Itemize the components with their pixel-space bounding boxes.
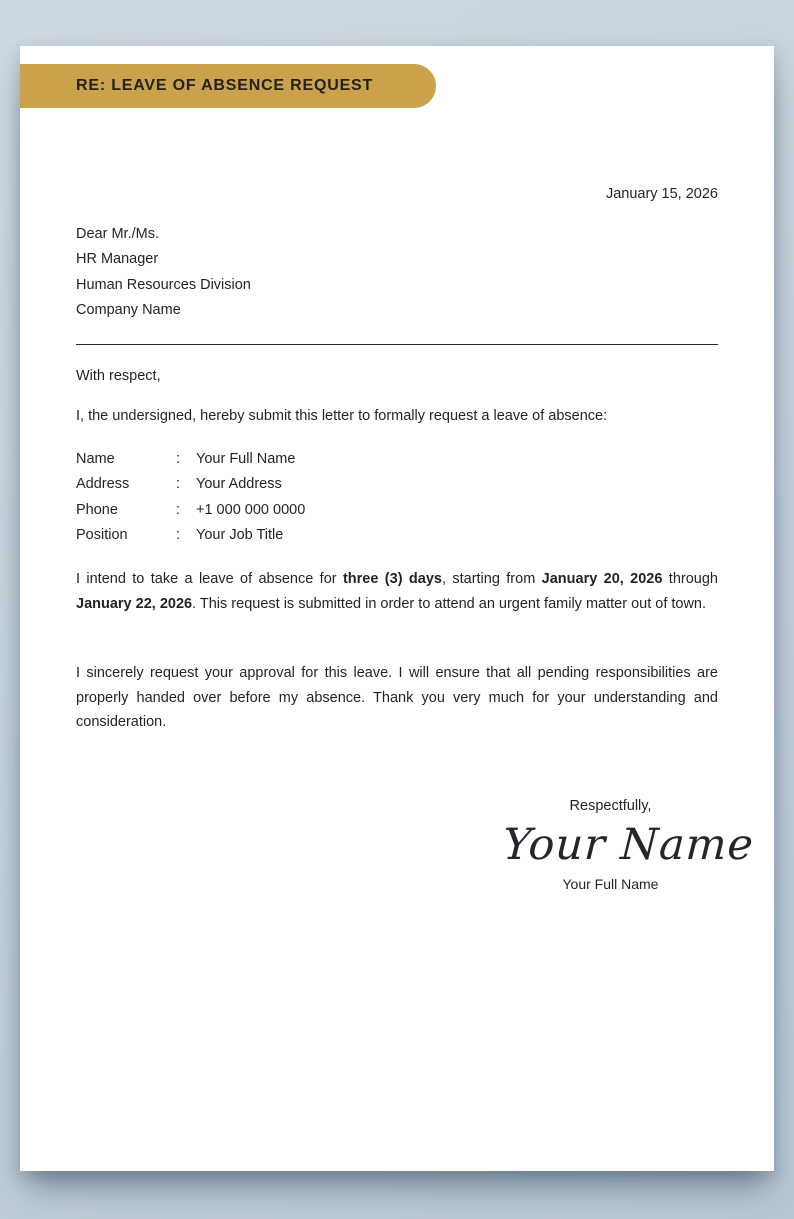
detail-value: Your Address [196, 476, 282, 493]
recipient-line: HR Manager [76, 251, 159, 268]
detail-value: +1 000 000 0000 [196, 501, 306, 518]
paragraph-segment: through [662, 571, 718, 587]
detail-label: Address [76, 476, 130, 493]
detail-separator: : [176, 501, 181, 518]
greeting-text: With respect, [76, 368, 161, 384]
details-table [76, 447, 718, 548]
paragraph-segment: . This request is submitted in order to attend an urgent family matter out of town. [192, 595, 707, 612]
document-page [20, 46, 774, 1171]
detail-separator: : [176, 526, 181, 543]
detail-row-address [76, 472, 718, 497]
paragraph-segment-bold: January 22, 2026 [76, 595, 193, 612]
paragraph-segment-bold: three (3) days [342, 571, 442, 587]
letter-title: RE: LEAVE OF ABSENCE REQUEST [76, 77, 374, 94]
detail-row-position [76, 523, 718, 548]
body-paragraph-approval: I sincerely request your approval for this leave. I will ensure that all pending responsibilities are properly handed over before my absence. Thank you very much for your understanding and consideration. [76, 665, 718, 730]
recipient-block [76, 222, 718, 324]
signature-block [501, 794, 756, 895]
recipient-line: Human Resources Division [76, 276, 251, 293]
paragraph-segment: , starting from [441, 571, 542, 587]
intro-text: I, the undersigned, hereby submit this letter to formally request a leave of absence: [76, 408, 608, 424]
recipient-line: Company Name [76, 302, 181, 319]
detail-value: Your Job Title [196, 526, 284, 543]
title-banner [20, 64, 436, 108]
detail-label: Phone [76, 501, 118, 518]
detail-value: Your Full Name [196, 451, 296, 467]
detail-row-name [76, 447, 718, 472]
detail-label: Position [76, 526, 128, 543]
signer-name: Your Full Name [562, 876, 659, 892]
letter-date: January 15, 2026 [605, 186, 718, 202]
body-paragraph-leave-dates [76, 567, 718, 616]
detail-row-phone [76, 498, 718, 523]
detail-label: Name [76, 451, 115, 467]
recipient-salutation: Dear Mr./Ms. [76, 226, 159, 242]
closing-salutation: Respectfully, [569, 798, 652, 814]
detail-separator: : [176, 476, 181, 493]
detail-separator: : [176, 451, 181, 467]
paragraph-segment: I intend to take a leave of absence for [76, 571, 343, 587]
paragraph-segment-bold: January 20, 2026 [541, 571, 663, 587]
signature-script: Your Name [501, 820, 756, 870]
recipient-divider [76, 344, 718, 345]
